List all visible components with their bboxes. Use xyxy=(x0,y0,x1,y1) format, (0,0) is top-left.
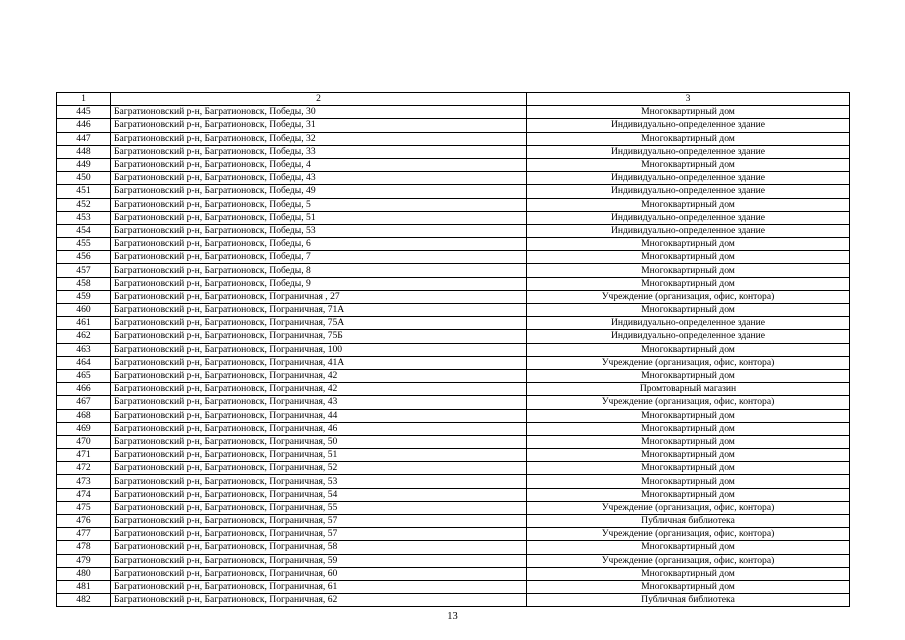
object-type-cell: Индивидуально-определенное здание xyxy=(527,119,850,132)
table-body xyxy=(57,106,850,607)
row-number-cell: 475 xyxy=(57,501,111,514)
address-cell: Багратионовский р-н, Багратионовск, Победы, 30 xyxy=(111,106,527,119)
table-row xyxy=(57,554,850,567)
object-type-cell: Многоквартирный дом xyxy=(527,409,850,422)
row-number-cell: 468 xyxy=(57,409,111,422)
object-type-cell: Многоквартирный дом xyxy=(527,277,850,290)
object-type-cell: Многоквартирный дом xyxy=(527,435,850,448)
table-row xyxy=(57,396,850,409)
address-cell: Багратионовский р-н, Багратионовск, Победы, 31 xyxy=(111,119,527,132)
address-cell: Багратионовский р-н, Багратионовск, Пограничная, 42 xyxy=(111,383,527,396)
object-type-cell: Индивидуально-определенное здание xyxy=(527,330,850,343)
object-type-cell: Индивидуально-определенное здание xyxy=(527,224,850,237)
object-type-cell: Индивидуально-определенное здание xyxy=(527,317,850,330)
address-cell: Багратионовский р-н, Багратионовск, Пограничная, 54 xyxy=(111,488,527,501)
table-row xyxy=(57,238,850,251)
row-number-cell: 467 xyxy=(57,396,111,409)
address-cell: Багратионовский р-н, Багратионовск, Пограничная, 46 xyxy=(111,422,527,435)
object-type-cell: Многоквартирный дом xyxy=(527,462,850,475)
table-row xyxy=(57,106,850,119)
table-row xyxy=(57,185,850,198)
table-row xyxy=(57,515,850,528)
row-number-cell: 449 xyxy=(57,158,111,171)
row-number-cell: 479 xyxy=(57,554,111,567)
table-row xyxy=(57,383,850,396)
table-row xyxy=(57,317,850,330)
table-header-row xyxy=(57,93,850,106)
address-cell: Багратионовский р-н, Багратионовск, Пограничная, 57 xyxy=(111,515,527,528)
row-number-cell: 462 xyxy=(57,330,111,343)
object-type-cell: Многоквартирный дом xyxy=(527,488,850,501)
object-type-cell: Многоквартирный дом xyxy=(527,541,850,554)
object-type-cell: Учреждение (организация, офис, контора) xyxy=(527,290,850,303)
row-number-cell: 455 xyxy=(57,238,111,251)
row-number-cell: 445 xyxy=(57,106,111,119)
table-row xyxy=(57,132,850,145)
table-row xyxy=(57,330,850,343)
object-type-cell: Многоквартирный дом xyxy=(527,475,850,488)
object-type-cell: Публичная библиотека xyxy=(527,594,850,607)
column-header-address: 2 xyxy=(111,93,527,106)
object-type-cell: Учреждение (организация, офис, контора) xyxy=(527,356,850,369)
table-row xyxy=(57,145,850,158)
row-number-cell: 482 xyxy=(57,594,111,607)
row-number-cell: 464 xyxy=(57,356,111,369)
row-number-cell: 447 xyxy=(57,132,111,145)
table-row xyxy=(57,304,850,317)
row-number-cell: 451 xyxy=(57,185,111,198)
table-row xyxy=(57,158,850,171)
address-cell: Багратионовский р-н, Багратионовск, Пограничная, 51 xyxy=(111,449,527,462)
table-row xyxy=(57,528,850,541)
document-sheet xyxy=(56,92,849,607)
address-cell: Багратионовский р-н, Багратионовск, Пограничная, 43 xyxy=(111,396,527,409)
row-number-cell: 453 xyxy=(57,211,111,224)
row-number-cell: 458 xyxy=(57,277,111,290)
address-cell: Багратионовский р-н, Багратионовск, Пограничная, 75Б xyxy=(111,330,527,343)
row-number-cell: 480 xyxy=(57,567,111,580)
row-number-cell: 481 xyxy=(57,580,111,593)
row-number-cell: 465 xyxy=(57,369,111,382)
row-number-cell: 472 xyxy=(57,462,111,475)
row-number-cell: 456 xyxy=(57,251,111,264)
page-number: 13 xyxy=(447,611,458,622)
object-type-cell: Многоквартирный дом xyxy=(527,449,850,462)
row-number-cell: 454 xyxy=(57,224,111,237)
address-cell: Багратионовский р-н, Багратионовск, Победы, 49 xyxy=(111,185,527,198)
row-number-cell: 446 xyxy=(57,119,111,132)
table-row xyxy=(57,541,850,554)
address-cell: Багратионовский р-н, Багратионовск, Победы, 53 xyxy=(111,224,527,237)
table-row xyxy=(57,264,850,277)
table-row xyxy=(57,594,850,607)
address-cell: Багратионовский р-н, Багратионовск, Пограничная, 71А xyxy=(111,304,527,317)
row-number-cell: 463 xyxy=(57,343,111,356)
object-type-cell: Учреждение (организация, офис, контора) xyxy=(527,554,850,567)
address-cell: Багратионовский р-н, Багратионовск, Пограничная, 57 xyxy=(111,528,527,541)
table-row xyxy=(57,475,850,488)
row-number-cell: 461 xyxy=(57,317,111,330)
table-row xyxy=(57,119,850,132)
address-cell: Багратионовский р-н, Багратионовск, Пограничная, 55 xyxy=(111,501,527,514)
object-type-cell: Многоквартирный дом xyxy=(527,580,850,593)
row-number-cell: 457 xyxy=(57,264,111,277)
address-cell: Багратионовский р-н, Багратионовск, Победы, 9 xyxy=(111,277,527,290)
table-row xyxy=(57,449,850,462)
address-cell: Багратионовский р-н, Багратионовск, Победы, 7 xyxy=(111,251,527,264)
table-row xyxy=(57,277,850,290)
table-row xyxy=(57,488,850,501)
address-cell: Багратионовский р-н, Багратионовск, Победы, 8 xyxy=(111,264,527,277)
object-type-cell: Многоквартирный дом xyxy=(527,369,850,382)
address-cell: Багратионовский р-н, Багратионовск, Победы, 5 xyxy=(111,198,527,211)
row-number-cell: 477 xyxy=(57,528,111,541)
row-number-cell: 476 xyxy=(57,515,111,528)
object-type-cell: Многоквартирный дом xyxy=(527,422,850,435)
address-cell: Багратионовский р-н, Багратионовск, Победы, 6 xyxy=(111,238,527,251)
object-type-cell: Многоквартирный дом xyxy=(527,198,850,211)
row-number-cell: 452 xyxy=(57,198,111,211)
object-type-cell: Индивидуально-определенное здание xyxy=(527,172,850,185)
object-type-cell: Многоквартирный дом xyxy=(527,264,850,277)
row-number-cell: 473 xyxy=(57,475,111,488)
address-cell: Багратионовский р-н, Багратионовск, Пограничная, 44 xyxy=(111,409,527,422)
address-cell: Багратионовский р-н, Багратионовск, Пограничная, 62 xyxy=(111,594,527,607)
table-row xyxy=(57,580,850,593)
table-row xyxy=(57,211,850,224)
address-cell: Багратионовский р-н, Багратионовск, Пограничная, 100 xyxy=(111,343,527,356)
row-number-cell: 471 xyxy=(57,449,111,462)
address-cell: Багратионовский р-н, Багратионовск, Пограничная, 53 xyxy=(111,475,527,488)
address-cell: Багратионовский р-н, Багратионовск, Пограничная, 59 xyxy=(111,554,527,567)
address-cell: Багратионовский р-н, Багратионовск, Пограничная , 27 xyxy=(111,290,527,303)
column-header-number: 1 xyxy=(57,93,111,106)
row-number-cell: 460 xyxy=(57,304,111,317)
object-type-cell: Многоквартирный дом xyxy=(527,106,850,119)
address-cell: Багратионовский р-н, Багратионовск, Победы, 43 xyxy=(111,172,527,185)
address-cell: Багратионовский р-н, Багратионовск, Пограничная, 41А xyxy=(111,356,527,369)
table-row xyxy=(57,172,850,185)
object-type-cell: Многоквартирный дом xyxy=(527,251,850,264)
object-type-cell: Публичная библиотека xyxy=(527,515,850,528)
address-cell: Багратионовский р-н, Багратионовск, Победы, 33 xyxy=(111,145,527,158)
address-cell: Багратионовский р-н, Багратионовск, Пограничная, 58 xyxy=(111,541,527,554)
address-cell: Багратионовский р-н, Багратионовск, Пограничная, 60 xyxy=(111,567,527,580)
object-type-cell: Учреждение (организация, офис, контора) xyxy=(527,396,850,409)
row-number-cell: 478 xyxy=(57,541,111,554)
table-row xyxy=(57,356,850,369)
object-type-cell: Индивидуально-определенное здание xyxy=(527,211,850,224)
row-number-cell: 466 xyxy=(57,383,111,396)
object-type-cell: Многоквартирный дом xyxy=(527,132,850,145)
address-cell: Багратионовский р-н, Багратионовск, Победы, 51 xyxy=(111,211,527,224)
table-row xyxy=(57,198,850,211)
column-header-object-type: 3 xyxy=(527,93,850,106)
address-cell: Багратионовский р-н, Багратионовск, Пограничная, 52 xyxy=(111,462,527,475)
table-row xyxy=(57,567,850,580)
register-table xyxy=(56,92,850,607)
address-cell: Багратионовский р-н, Багратионовск, Победы, 32 xyxy=(111,132,527,145)
object-type-cell: Многоквартирный дом xyxy=(527,343,850,356)
table-row xyxy=(57,251,850,264)
address-cell: Багратионовский р-н, Багратионовск, Пограничная, 42 xyxy=(111,369,527,382)
row-number-cell: 450 xyxy=(57,172,111,185)
object-type-cell: Индивидуально-определенное здание xyxy=(527,185,850,198)
table-row xyxy=(57,369,850,382)
address-cell: Багратионовский р-н, Багратионовск, Пограничная, 50 xyxy=(111,435,527,448)
object-type-cell: Учреждение (организация, офис, контора) xyxy=(527,528,850,541)
row-number-cell: 469 xyxy=(57,422,111,435)
table-row xyxy=(57,224,850,237)
object-type-cell: Промтоварный магазин xyxy=(527,383,850,396)
table-row xyxy=(57,290,850,303)
object-type-cell: Индивидуально-определенное здание xyxy=(527,145,850,158)
address-cell: Багратионовский р-н, Багратионовск, Пограничная, 61 xyxy=(111,580,527,593)
table-row xyxy=(57,422,850,435)
table-row xyxy=(57,409,850,422)
row-number-cell: 470 xyxy=(57,435,111,448)
address-cell: Багратионовский р-н, Багратионовск, Победы, 4 xyxy=(111,158,527,171)
object-type-cell: Учреждение (организация, офис, контора) xyxy=(527,501,850,514)
row-number-cell: 459 xyxy=(57,290,111,303)
object-type-cell: Многоквартирный дом xyxy=(527,304,850,317)
table-row xyxy=(57,343,850,356)
address-cell: Багратионовский р-н, Багратионовск, Пограничная, 75А xyxy=(111,317,527,330)
table-row xyxy=(57,501,850,514)
row-number-cell: 448 xyxy=(57,145,111,158)
object-type-cell: Многоквартирный дом xyxy=(527,238,850,251)
table-row xyxy=(57,435,850,448)
row-number-cell: 474 xyxy=(57,488,111,501)
table-row xyxy=(57,462,850,475)
object-type-cell: Многоквартирный дом xyxy=(527,158,850,171)
object-type-cell: Многоквартирный дом xyxy=(527,567,850,580)
